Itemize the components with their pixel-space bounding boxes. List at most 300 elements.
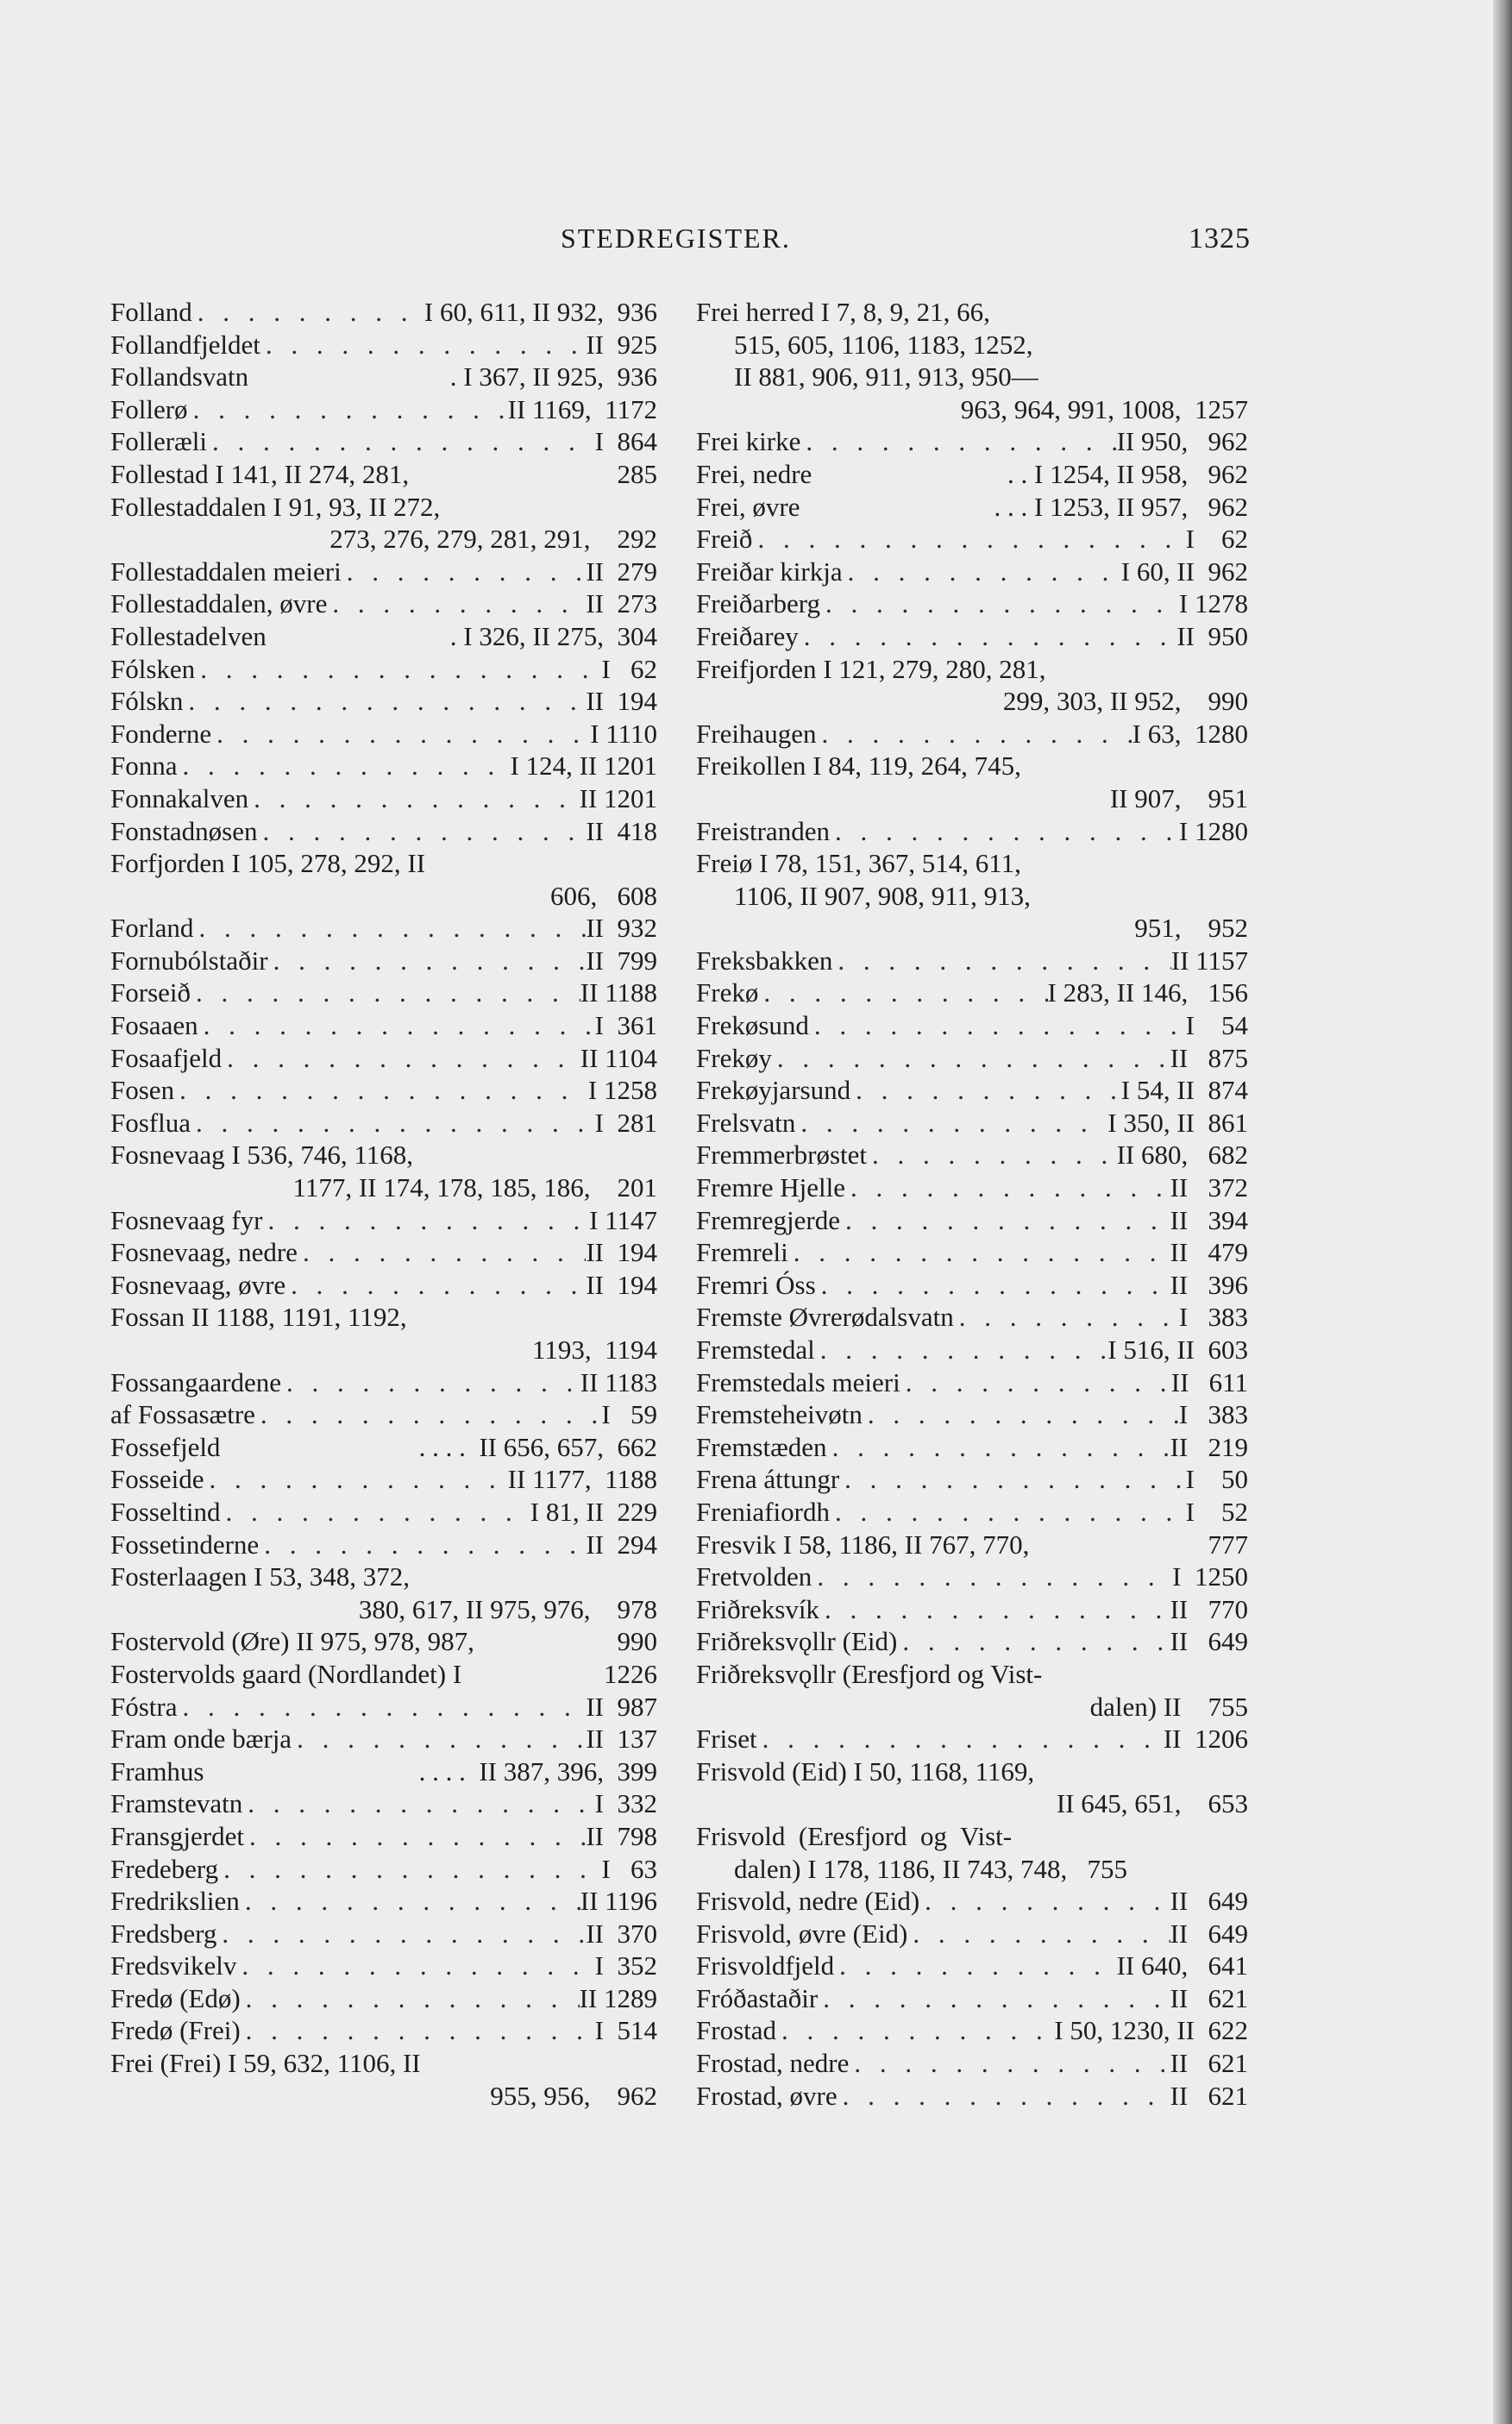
entry-page-refs: II 294 (586, 1529, 657, 1560)
entry-place-name: Fresvik I 58, 1186, II 767, 770, (696, 1529, 1030, 1560)
index-entry-line (110, 1950, 657, 1982)
entry-page-refs: II 418 (586, 815, 657, 846)
entry-place-name: Friðreksvǫllr (Eresfjord og Vist- (696, 1658, 1043, 1689)
index-entry (696, 977, 1248, 1009)
entry-place-name: Fólskn (110, 686, 184, 717)
index-entry-line (110, 1269, 657, 1302)
entry-page-refs: . . . . II 656, 657, 662 (418, 1431, 657, 1462)
dot-leader (258, 815, 587, 848)
entry-page-refs: . . . . II 387, 396, 399 (418, 1755, 657, 1787)
entry-place-name: Fosnevaag, nedre (110, 1237, 298, 1268)
entry-page-refs: I 281 (594, 1107, 657, 1138)
index-entry (110, 587, 657, 620)
entry-place-name: Folland (110, 297, 192, 327)
running-title: STEDREGISTER. (561, 223, 791, 254)
dot-leader (812, 1561, 1172, 1593)
entry-page-refs: 1226 (604, 1658, 657, 1689)
dot-leader (867, 1139, 1117, 1171)
entry-page-refs: II 394 (1170, 1204, 1248, 1235)
dot-leader (816, 718, 1132, 750)
entry-page-refs: . . . I 1253, II 957, 962 (994, 491, 1248, 522)
entry-place-name: Frei kirke (696, 426, 801, 457)
index-entry (110, 1204, 657, 1237)
dot-leader (193, 912, 586, 945)
entry-page-refs: . I 367, II 925, 936 (449, 361, 657, 392)
entry-place-name: Fretvolden (696, 1561, 812, 1592)
index-entry-line (110, 1171, 657, 1204)
entry-page-refs: I 60, II 962 (1120, 556, 1248, 587)
entry-page-refs: II 932 (586, 913, 657, 944)
entry-page-refs: II 396 (1170, 1269, 1248, 1300)
index-entry (110, 2014, 657, 2047)
entry-page-refs: I 54, II 874 (1120, 1075, 1248, 1106)
entry-place-name: Frekø (696, 977, 759, 1008)
entry-place-name: Forseið (110, 977, 191, 1008)
index-entry (696, 296, 1248, 425)
dot-leader (240, 1885, 580, 1918)
entry-continuation: dalen) I 178, 1186, II 743, 748, 755 (734, 1853, 1128, 1884)
index-entry-line (696, 1139, 1248, 1171)
index-entry-line (696, 685, 1248, 718)
index-entry (110, 393, 657, 426)
entry-page-refs: II 479 (1170, 1237, 1248, 1268)
index-entry-line (696, 750, 1248, 782)
index-entry (110, 1463, 657, 1496)
index-entry (110, 1885, 657, 1918)
entry-place-name: Freið (696, 524, 753, 555)
dot-leader (800, 425, 1116, 458)
entry-place-name: Fosaaen (110, 1010, 198, 1041)
entry-place-name: Follandfjeldet (110, 329, 260, 360)
entry-page-refs: I 60, 611, II 932, 936 (423, 297, 657, 327)
entry-page-refs: I 1147 (589, 1204, 657, 1235)
entry-place-name: Fonnakalven (110, 782, 249, 813)
entry-place-name: Fosnevaag fyr (110, 1204, 263, 1235)
index-entry-line (110, 1982, 657, 2015)
entry-page-refs: II 1183 (580, 1366, 657, 1397)
entry-page-refs: I 283, II 146, 156 (1047, 977, 1248, 1008)
entry-place-name: Fram onde bærja (110, 1724, 292, 1755)
index-entry (110, 620, 657, 653)
dot-leader (241, 2014, 595, 2047)
dot-leader (327, 587, 586, 620)
index-entry-line (696, 1204, 1248, 1237)
index-entry-line (110, 718, 657, 750)
entry-place-name: Fosseltind (110, 1496, 221, 1527)
index-entry-line (696, 1918, 1248, 1950)
dot-leader (839, 1463, 1186, 1496)
index-entry (696, 523, 1248, 556)
dot-leader (819, 1593, 1170, 1626)
index-entry-line (696, 945, 1248, 977)
entry-place-name: Freniafiordh (696, 1496, 830, 1527)
index-entry (696, 556, 1248, 588)
index-entry-line (696, 1755, 1248, 1788)
entry-place-name: Friðreksvǫllr (Eid) (696, 1626, 898, 1657)
index-entry (696, 718, 1248, 750)
entry-place-name: Fremste Øvrerødalsvatn (696, 1302, 954, 1333)
index-entry-line (110, 523, 657, 556)
entry-place-name: Fólsken (110, 653, 196, 684)
entry-place-name: Fredsberg (110, 1918, 217, 1949)
index-entry (696, 1982, 1248, 2015)
dot-leader (919, 1885, 1170, 1918)
index-entry-line (696, 1074, 1248, 1107)
index-entry-line (110, 1139, 657, 1171)
entry-page-refs: II 1201 (579, 782, 657, 813)
dot-leader (292, 1723, 586, 1755)
index-entry (110, 718, 657, 750)
index-entry (696, 2014, 1248, 2047)
index-entry (110, 1691, 657, 1724)
index-entry (110, 945, 657, 977)
index-entry-line (696, 912, 1248, 945)
dot-leader (236, 1950, 594, 1982)
index-entry-line (696, 1691, 1248, 1724)
index-entry-line (110, 1236, 657, 1269)
entry-place-name: Follestaddalen I 91, 93, II 272, (110, 491, 441, 522)
entry-place-name: Fransgjerdet (110, 1820, 244, 1851)
index-entry (110, 1496, 657, 1529)
index-entry-line (110, 1561, 657, 1593)
index-entry-line (110, 1334, 657, 1366)
index-entry (696, 587, 1248, 620)
dot-leader (195, 653, 601, 686)
index-entry (696, 1885, 1248, 1918)
index-entry-line (696, 1236, 1248, 1269)
dot-leader (244, 1820, 586, 1853)
index-entry-line (696, 1334, 1248, 1366)
entry-page-refs: I 63, 1280 (1132, 718, 1248, 749)
index-entry-line (110, 491, 657, 524)
entry-place-name: Freiðarey (696, 620, 799, 651)
entry-place-name: Frei (Frei) I 59, 632, 1106, II (110, 2048, 421, 2079)
dot-leader (815, 1334, 1108, 1366)
entry-page-refs: II 649 (1170, 1626, 1248, 1657)
entry-place-name: Freifjorden I 121, 279, 280, 281, (696, 653, 1046, 684)
index-entry (110, 847, 657, 912)
entry-page-refs: II 925 (586, 329, 657, 360)
entry-continuation: 955, 956, 962 (490, 2080, 657, 2111)
entry-page-refs: II 649 (1170, 1918, 1248, 1949)
entry-page-refs: . I 326, II 275, 304 (449, 620, 657, 651)
index-entry-line (110, 750, 657, 782)
index-entry (696, 1139, 1248, 1171)
index-entry-line (110, 685, 657, 718)
index-entry (110, 425, 657, 458)
index-entry (110, 2047, 657, 2112)
dot-leader (241, 1982, 580, 2015)
entry-page-refs: II 137 (586, 1724, 657, 1755)
index-entry-line (696, 1042, 1248, 1075)
entry-page-refs: I 1110 (590, 718, 657, 749)
entry-page-refs: II 1169, 1172 (507, 393, 657, 424)
index-entry (696, 1820, 1248, 1885)
index-entry-line (110, 2014, 657, 2047)
index-entry (696, 815, 1248, 848)
entry-place-name: Fostervold (Øre) II 975, 978, 987, (110, 1626, 474, 1657)
index-entry (110, 458, 657, 491)
index-entry (110, 1755, 657, 1788)
entry-page-refs: I 1280 (1178, 815, 1248, 846)
entry-place-name: Fremmerbrøstet (696, 1140, 868, 1171)
index-entry-line (696, 1853, 1248, 1886)
dot-leader (799, 620, 1177, 653)
index-entry (110, 1950, 657, 1982)
entry-page-refs: II 770 (1170, 1593, 1248, 1624)
dot-leader (222, 1042, 580, 1075)
index-entry-line (110, 2080, 657, 2113)
index-entry-line (696, 620, 1248, 653)
entry-page-refs: I 1258 (587, 1075, 657, 1106)
entry-page-refs: I 50 (1185, 1464, 1248, 1495)
index-entry-line (110, 1042, 657, 1075)
page-header (112, 223, 1251, 261)
index-entry-line (696, 847, 1248, 880)
entry-place-name: Frostad, nedre (696, 2048, 850, 2079)
dot-leader (218, 1853, 601, 1886)
entry-place-name: Fosnevaag, øvre (110, 1269, 286, 1300)
dot-leader (183, 685, 586, 718)
dot-leader (259, 1529, 586, 1561)
entry-page-refs: II 799 (586, 945, 657, 976)
index-entry (110, 556, 657, 588)
entry-place-name: Friset (696, 1724, 757, 1755)
index-entry-line (110, 620, 657, 653)
index-entry-line (110, 393, 657, 426)
index-entry-line (696, 587, 1248, 620)
dot-leader (248, 782, 579, 815)
entry-place-name: Follestaddalen, øvre (110, 588, 328, 619)
entry-page-refs: II 640, 641 (1116, 1950, 1248, 1981)
index-entry (110, 1269, 657, 1302)
index-entry (696, 1431, 1248, 1464)
index-entry (696, 1301, 1248, 1334)
entry-continuation: 1193, 1194 (532, 1334, 657, 1365)
dot-leader (262, 1204, 589, 1237)
index-entry-line (110, 1625, 657, 1658)
index-entry-line (110, 1918, 657, 1950)
dot-leader (260, 329, 586, 361)
index-entry (696, 491, 1248, 524)
index-entry (696, 1625, 1248, 1658)
index-entry (110, 1787, 657, 1820)
index-entry (110, 1625, 657, 1658)
entry-place-name: Freikollen I 84, 119, 264, 745, (696, 750, 1021, 782)
index-entry-line (696, 1950, 1248, 1982)
index-column-right (696, 296, 1248, 2112)
index-entry (110, 653, 657, 686)
index-entry (110, 1366, 657, 1399)
index-entry-line (110, 1398, 657, 1431)
entry-page-refs: I 350, II 861 (1107, 1107, 1248, 1138)
entry-page-refs: II 194 (586, 1269, 657, 1300)
entry-continuation: 1106, II 907, 908, 911, 913, (734, 880, 1031, 911)
index-entry (110, 1301, 657, 1366)
entry-place-name: Follandsvatn (110, 361, 249, 392)
index-entry (696, 458, 1248, 491)
entry-place-name: Fremstedals meieri (696, 1366, 900, 1397)
index-entry-line (110, 296, 657, 329)
index-entry-line (110, 1431, 657, 1464)
dot-leader (845, 1171, 1170, 1204)
entry-page-refs: . . I 1254, II 958, 962 (1007, 458, 1248, 489)
index-entry-line (110, 556, 657, 588)
entry-page-refs: II 987 (586, 1691, 657, 1722)
index-entry (110, 1853, 657, 1886)
entry-page-refs: II 621 (1170, 2048, 1248, 2079)
entry-page-refs: II 279 (586, 556, 657, 587)
entry-place-name: Frisvoldfjeld (696, 1950, 835, 1981)
entry-place-name: Follestaddalen meieri (110, 556, 342, 587)
index-entry-line (696, 1301, 1248, 1334)
index-entry-line (110, 1787, 657, 1820)
index-entry-line (110, 1204, 657, 1237)
entry-place-name: Frostad (696, 2015, 776, 2046)
index-entry (696, 1561, 1248, 1593)
dot-leader (178, 750, 511, 782)
dot-leader (954, 1301, 1179, 1334)
index-entry (696, 1593, 1248, 1626)
entry-place-name: Fóstra (110, 1691, 178, 1722)
dot-leader (342, 556, 587, 588)
index-entry-line (696, 1625, 1248, 1658)
entry-continuation: II 881, 906, 911, 913, 950— (734, 361, 1038, 392)
index-entry-line (696, 329, 1248, 361)
index-entry-line (110, 1691, 657, 1724)
index-entry-line (110, 1723, 657, 1755)
index-entry-line (696, 880, 1248, 913)
dot-leader (840, 1204, 1170, 1237)
index-entry-line (696, 718, 1248, 750)
entry-place-name: Frei, øvre (696, 491, 800, 522)
dot-leader (830, 1496, 1186, 1529)
index-entry (110, 1398, 657, 1431)
entry-continuation: dalen) II 755 (1089, 1691, 1248, 1722)
page-edge-shadow (1493, 0, 1512, 2424)
index-entry (110, 1820, 657, 1853)
index-entry (696, 1334, 1248, 1366)
index-column-left (110, 296, 657, 2112)
entry-continuation: II 645, 651, 653 (1056, 1788, 1248, 1819)
entry-continuation: 1177, II 174, 178, 185, 186, 201 (292, 1172, 657, 1203)
dot-leader (281, 1366, 580, 1399)
dot-leader (843, 556, 1121, 588)
entry-page-refs: II 875 (1170, 1042, 1248, 1073)
dot-leader (809, 1009, 1186, 1042)
entry-place-name: Frisvold, øvre (Eid) (696, 1918, 908, 1949)
index-entry-line (696, 2014, 1248, 2047)
dot-leader (776, 2014, 1054, 2047)
dot-leader (178, 1691, 587, 1724)
index-entry-line (110, 653, 657, 686)
entry-page-refs: II 621 (1170, 2080, 1248, 2111)
index-entry-line (696, 1561, 1248, 1593)
index-entry-line (696, 1820, 1248, 1853)
index-entry (696, 1236, 1248, 1269)
index-entry (110, 1009, 657, 1042)
index-entry (110, 782, 657, 815)
entry-continuation: II 907, 951 (1109, 782, 1248, 813)
index-entry-line (696, 1496, 1248, 1529)
index-entry-line (696, 523, 1248, 556)
entry-place-name: Fosflua (110, 1107, 191, 1138)
entry-page-refs: I 352 (594, 1950, 657, 1981)
index-entry (110, 1431, 657, 1464)
dot-leader (255, 1398, 602, 1431)
index-entry (110, 685, 657, 718)
index-entry (110, 361, 657, 393)
entry-place-name: Fostervolds gaard (Nordlandet) I (110, 1658, 462, 1689)
entry-page-refs: I 514 (594, 2015, 657, 2046)
entry-place-name: Freiø I 78, 151, 367, 514, 611, (696, 848, 1021, 879)
entry-page-refs: I 361 (594, 1010, 657, 1041)
dot-leader (834, 1950, 1116, 1982)
index-entry-line (110, 1885, 657, 1918)
entry-place-name: Fornubólstaðir (110, 945, 268, 976)
entry-place-name: Frekøsund (696, 1010, 809, 1041)
index-entry-line (696, 1593, 1248, 1626)
entry-place-name: Frelsvatn (696, 1107, 796, 1138)
entry-place-name: Folleræli (110, 426, 207, 457)
index-entry-line (110, 945, 657, 977)
dot-leader (897, 1625, 1170, 1658)
entry-place-name: Follestad I 141, II 274, 281, (110, 458, 410, 489)
index-entry (696, 2047, 1248, 2080)
entry-place-name: Fossan II 1188, 1191, 1192, (110, 1302, 407, 1333)
index-entry-line (696, 782, 1248, 815)
index-entry-line (696, 1107, 1248, 1140)
entry-page-refs: I 81, II 229 (530, 1496, 657, 1527)
dot-leader (752, 523, 1185, 556)
dot-leader (850, 1074, 1121, 1107)
entry-place-name: Frostad, øvre (696, 2080, 838, 2111)
index-entry (696, 653, 1248, 718)
entry-page-refs: II 273 (586, 588, 657, 619)
entry-place-name: Friðreksvík (696, 1593, 819, 1624)
entry-place-name: Fredø (Edø) (110, 1982, 241, 2013)
entry-place-name: Fremre Hjelle (696, 1172, 846, 1203)
index-entry-line (110, 1009, 657, 1042)
entry-page-refs: II 194 (586, 686, 657, 717)
index-entry-line (110, 912, 657, 945)
dot-leader (863, 1398, 1179, 1431)
index-entry (696, 1366, 1248, 1399)
entry-page-refs: II 649 (1170, 1886, 1248, 1917)
index-entry-line (110, 1853, 657, 1886)
entry-place-name: Fonstadnøsen (110, 815, 258, 846)
index-entry (110, 1658, 657, 1691)
entry-page-refs: I 63 (601, 1853, 657, 1884)
dot-leader (838, 2080, 1170, 2113)
index-entry-line (110, 458, 657, 491)
entry-place-name: Fonderne (110, 718, 212, 749)
index-entry (696, 620, 1248, 653)
index-entry-line (696, 1529, 1248, 1561)
index-entry (696, 750, 1248, 814)
index-entry (110, 329, 657, 361)
entry-page-refs: I 1278 (1178, 588, 1248, 619)
index-entry (696, 1204, 1248, 1237)
index-entry (696, 1496, 1248, 1529)
index-entry (110, 296, 657, 329)
index-entry-line (696, 393, 1248, 426)
entry-place-name: Fosseide (110, 1464, 204, 1495)
entry-place-name: Framstevatn (110, 1788, 243, 1819)
entry-page-refs: I 332 (594, 1788, 657, 1819)
index-entry (696, 1042, 1248, 1075)
dot-leader (174, 1074, 588, 1107)
